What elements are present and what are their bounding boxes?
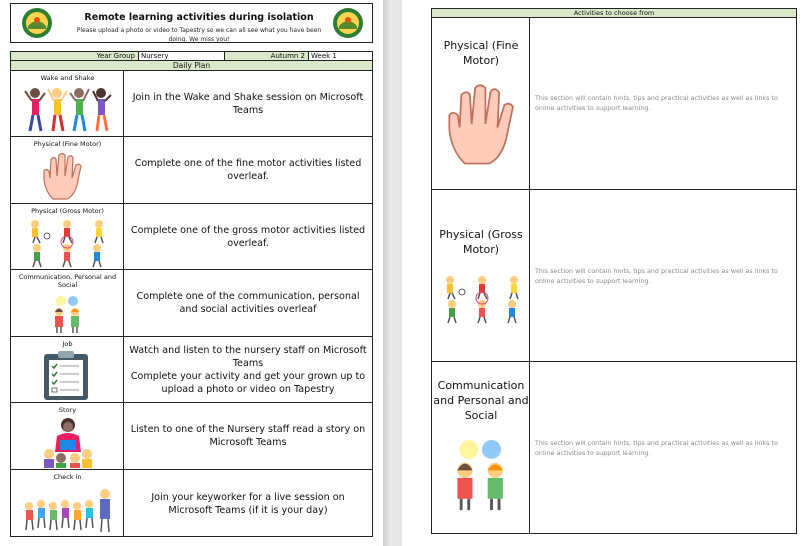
header-subtitle: Please upload a photo or video to Tapestry so we can all see what you have been doing. We miss you! — [76, 27, 322, 43]
plan-row-text: Complete one of the communication, personal and social activities overleaf — [136, 291, 360, 315]
group-of-children-icon — [21, 484, 117, 534]
plan-row-text: Listen to one of the Nursery staff read a story on Microsoft Teams — [130, 424, 366, 448]
plan-row-wake-and-shake — [11, 71, 372, 137]
header-box — [10, 3, 373, 43]
daily-plan-table — [10, 71, 373, 537]
term-label: Autumn 2 — [225, 52, 309, 60]
plan-row-communication — [11, 270, 372, 337]
activity-label: Physical (Fine Motor) — [443, 39, 519, 67]
header-title: Remote learning activities during isolation — [84, 12, 314, 23]
school-logo-right — [332, 7, 364, 39]
activity-label: Communication and Personal and Social — [433, 379, 529, 422]
school-logo-left — [21, 7, 53, 39]
daily-plan-title: Daily Plan — [10, 60, 373, 71]
plan-row-text: Join your keyworker for a live session on Microsoft Teams (if it is your day) — [151, 491, 345, 516]
activity-row-gross-motor — [432, 190, 796, 362]
plan-row-text: Complete one of the fine motor activities listed overleaf. — [134, 158, 362, 182]
plan-row-check-in — [11, 470, 372, 537]
hand-icon — [41, 151, 85, 201]
talking-children-icon — [442, 440, 522, 512]
plan-row-gross-motor — [11, 204, 372, 270]
year-group-value: Nursery — [139, 52, 225, 60]
activity-hint: This section will contain hints, tips and practical activities as well as links to online activities to support learning. — [535, 267, 778, 285]
plan-row-label: Job — [62, 340, 73, 348]
plan-row-label: Physical (Fine Motor) — [33, 140, 102, 148]
plan-row-label: Story — [58, 406, 77, 414]
exercising-children-icon — [442, 274, 524, 324]
plan-row-text: Join in the Wake and Shake session on Microsoft Teams — [132, 91, 364, 116]
plan-row-story — [11, 403, 372, 470]
week-label: Week 1 — [311, 52, 337, 60]
activities-table — [431, 17, 797, 534]
plan-row-label: Communication, Personal and Social — [18, 273, 117, 289]
activities-title: Activities to choose from — [431, 8, 797, 18]
plan-row-fine-motor — [11, 137, 372, 204]
activity-row-fine-motor — [432, 17, 796, 190]
activity-hint: This section will contain hints, tips and practical activities as well as links to online activities to support learning. — [535, 439, 778, 457]
dancing-children-icon — [23, 85, 113, 135]
plan-row-label: Check in — [53, 473, 82, 481]
plan-row-label: Wake and Shake — [40, 74, 95, 82]
activity-hint: This section will contain hints, tips and practical activities as well as links to online activities to support learning. — [535, 94, 778, 112]
storytime-teacher-icon — [41, 416, 95, 468]
exercising-children-icon — [27, 218, 109, 268]
plan-row-text: Complete one of the gross motor activities listed overleaf. — [130, 224, 366, 249]
plan-row-job — [11, 337, 372, 403]
plan-row-text: Watch and listen to the nursery staff on Microsoft Teams Complete your activity and get your grown up to upload a photo or video on Tapestry — [129, 344, 367, 395]
page-gutter — [383, 0, 402, 546]
activity-label: Physical (Gross Motor) — [439, 228, 523, 256]
activity-row-communication — [432, 362, 796, 534]
clipboard-checklist-icon — [42, 350, 92, 402]
talking-children-icon — [47, 296, 89, 334]
year-group-label: Year Group — [11, 52, 139, 60]
plan-row-label: Physical (Gross Motor) — [31, 207, 104, 215]
hand-icon — [440, 81, 524, 167]
